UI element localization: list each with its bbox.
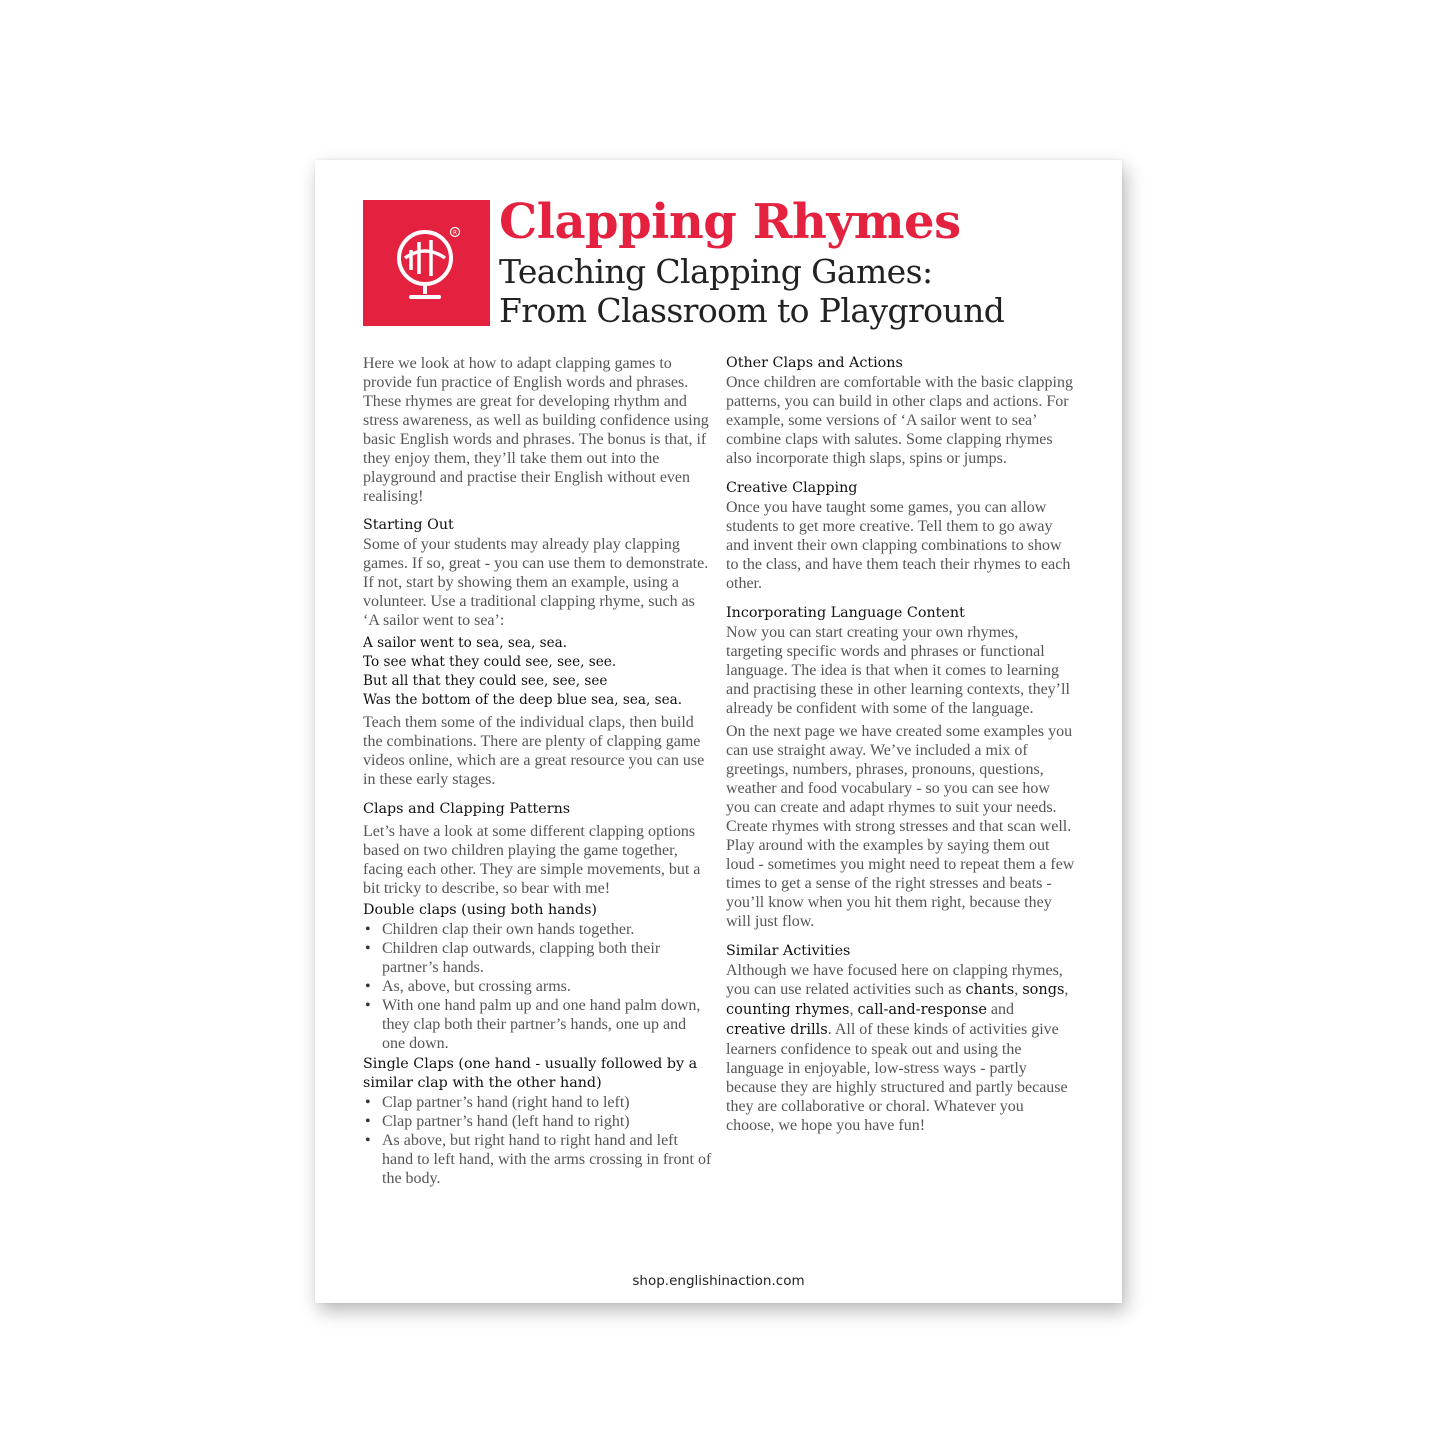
section-heading: Claps and Clapping Patterns [363,801,571,817]
section-other-claps [726,354,1076,468]
footer-url: shop.englishinaction.com [632,1273,805,1289]
text-run: , [1014,981,1023,998]
list-item: • Children clap their own hands together. [363,920,713,939]
list-item: • With one hand palm up and one hand palm down, they clap both their partner’s hands, one up and one down. [363,996,713,1053]
section-text: Once children are comfortable with the basic clapping patterns, you can build in other claps and actions. For example, some versions of ‘A sailor went to sea’ combine claps with salutes. Some clapping rhymes also incorporate thigh slaps, spins or jumps. [726,374,1073,467]
single-claps-list [363,1093,713,1188]
section-language-content [726,604,1076,931]
brand-logo [363,200,490,326]
list-item: • Clap partner’s hand (right hand to left) [363,1093,713,1112]
text-run: , [849,1001,858,1018]
double-claps-list [363,920,713,1053]
section-text: Now you can start creating your own rhymes, targeting specific words and phrases or functional language. The idea is that when it comes to learning and practising these in other learning contexts, they’ll already be confident with some of the language. [726,624,1070,717]
rhyme-line: A sailor went to sea, sea, sea. [363,635,568,651]
list-item: • Clap partner’s hand (left hand to right) [363,1112,713,1131]
text-run: Although we have focused here on clapping rhymes, you can use related activities such as [726,962,1063,998]
section-heading: Other Claps and Actions [726,355,903,371]
subsection-heading: Double claps (using both hands) [363,902,598,918]
list-item: • As above, but right hand to right hand and left hand to left hand, with the arms crossing in front of the body. [363,1131,713,1188]
left-column [363,354,713,1199]
worksheet-page [315,160,1122,1303]
text-run: and [986,1001,1015,1018]
text-run: , [1064,981,1069,998]
keyword-chants: chants [965,982,1015,998]
subtitle-line-2: From Classroom to Playground [499,291,1005,330]
rhyme-line: To see what they could see, see, see. [363,654,617,670]
subsection-heading: Single Claps (one hand - usually followed by a similar clap with the other hand) [363,1056,698,1091]
section-heading: Incorporating Language Content [726,605,965,621]
page-subtitle [499,252,1004,330]
section-clapping-patterns [363,800,713,1188]
rhyme-line: Was the bottom of the deep blue sea, sea, sea. [363,692,683,708]
list-item: • Children clap outwards, clapping both their partner’s hands. [363,939,713,977]
section-heading: Creative Clapping [726,480,858,496]
globe-logo-icon [363,200,490,326]
keyword-songs: songs [1022,982,1065,998]
rhyme-line: But all that they could see, see, see [363,673,608,689]
intro-paragraph: Here we look at how to adapt clapping games to provide fun practice of English words and phrases. These rhymes are great for developing rhythm and stress awareness, as well as building confidence using basic English words and phrases. The bonus is that, if they enjoy them, they’ll take them out into the playground and practise their English without even realising! [363,355,709,505]
keyword-counting-rhymes: counting rhymes [726,1002,850,1018]
keyword-call-and-response: call-and-response [857,1002,987,1018]
right-column [726,354,1076,1146]
section-creative-clapping [726,479,1076,593]
section-similar-activities [726,942,1076,1135]
section-text: Once you have taught some games, you can allow students to get more creative. Tell them to go away and invent their own clapping combinations to show to the class, and have them teach their rhymes to each other. [726,499,1071,592]
section-heading: Starting Out [363,517,454,533]
section-heading: Similar Activities [726,943,851,959]
section-text: Teach them some of the individual claps, then build the combinations. There are plenty of clapping game videos online, which are a great resource you can use in these early stages. [363,714,705,788]
svg-text:R: R [452,229,458,237]
page-title: Clapping Rhymes [499,194,961,250]
subtitle-line-1: Teaching Clapping Games: [499,252,933,291]
keyword-creative-drills: creative drills [726,1022,828,1038]
list-item: • As, above, but crossing arms. [363,977,713,996]
text-run: . All of these kinds of activities give learners confidence to speak out and using the language in enjoyable, low-stress ways - partly because they are highly structured and partly because they are collaborative or choral. Whatever you choose, we hope you have fun! [726,1021,1068,1134]
section-text: Let’s have a look at some different clapping options based on two children playing the game together, facing each other. They are simple movements, but a bit tricky to describe, so bear with me! [363,823,701,897]
rhyme-verse [363,634,713,710]
section-starting-out [363,516,713,789]
section-text [726,961,1076,1135]
section-text: Some of your students may already play clapping games. If so, great - you can use them to demonstrate. If not, start by showing them an example, using a volunteer. Use a traditional clapping rhyme, such as ‘A sailor went to sea’: [363,536,709,629]
section-text: On the next page we have created some examples you can use straight away. We’ve included a mix of greetings, numbers, phrases, pronouns, questions, weather and food vocabulary - so you can see how you can create and adapt rhymes to suit your needs. Create rhymes with strong stresses and that scan well. Play around with the examples by saying them out loud - sometimes you might need to repeat them a few times to get a sense of the right stresses and beats - you’ll know when you hit them right, because they will just flow. [726,723,1075,930]
